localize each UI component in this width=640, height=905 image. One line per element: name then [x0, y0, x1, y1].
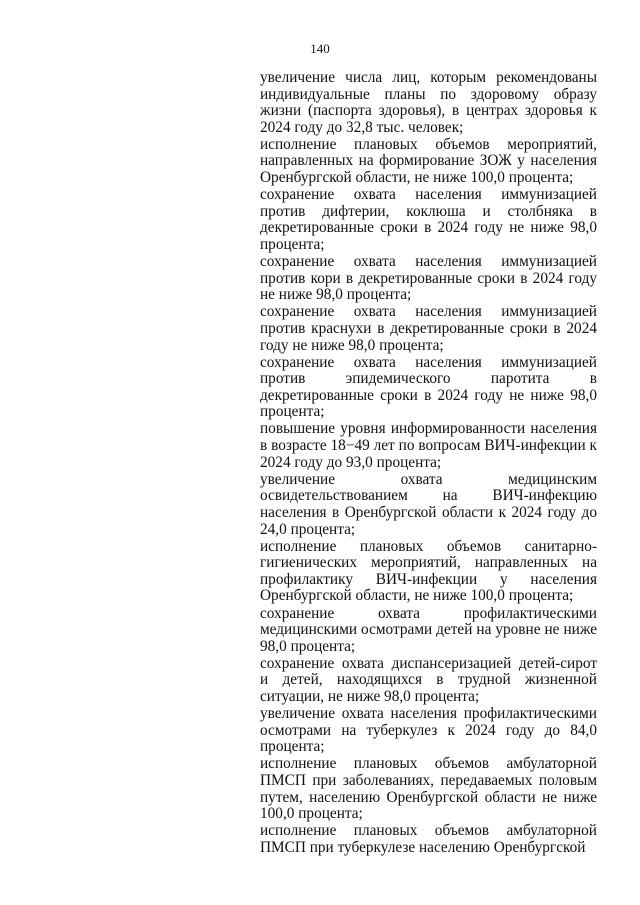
list-item: исполнение плановых объемов санитарно-гигиенических мероприятий, направленных на профилактику ВИЧ-инфекции у населения Оренбургской области, не ниже 100,0 процента;	[260, 537, 597, 605]
list-item: сохранение охвата населения иммунизацией против дифтерии, коклюша и столбняка в декретированные сроки в 2024 году не ниже 98,0 процента;	[260, 186, 597, 253]
document-body	[260, 70, 597, 857]
page-number: 140	[310, 41, 330, 56]
list-item: сохранение охвата населения иммунизацией против кори в декретированные сроки в 2024 году не ниже 98,0 процента;	[260, 253, 597, 304]
list-item: сохранение охвата профилактическими медицинскими осмотрами детей на уровне не ниже 98,0 процента;	[260, 604, 597, 655]
list-item: увеличение охвата населения профилактическими осмотрами на туберкулез к 2024 году до 84,0 процента;	[260, 705, 597, 756]
list-item: исполнение плановых объемов амбулаторной ПМСП при заболеваниях, передаваемых половым путем, населению Оренбургской области не ниже 100,0 процента;	[260, 755, 597, 823]
list-item: увеличение охвата медицинским освидетельствованием на ВИЧ-инфекцию населения в Оренбургской области к 2024 году до 24,0 процента;	[260, 470, 597, 538]
list-item: увеличение числа лиц, которым рекомендованы индивидуальные планы по здоровому образу жизни (паспорта здоровья), в центрах здоровья к 2024 году до 32,8 тыс. человек;	[260, 69, 597, 136]
list-item: исполнение плановых объемов мероприятий, направленных на формирование ЗОЖ у населения Оренбургской области, не ниже 100,0 процента;	[260, 135, 597, 187]
list-item: сохранение охвата населения иммунизацией против краснухи в декретированные сроки в 2024 году не ниже 98,0 процента;	[260, 303, 597, 354]
list-item: сохранение охвата диспансеризацией детей-сирот и детей, находящихся в трудной жизненной ситуации, не ниже 98,0 процента;	[260, 654, 597, 705]
list-item: сохранение охвата населения иммунизацией против эпидемического паротита в декретированные сроки в 2024 году не ниже 98,0 процента;	[260, 353, 597, 421]
list-item: исполнение плановых объемов амбулаторной ПМСП при туберкулезе населению Оренбургской	[260, 822, 597, 856]
list-item: повышение уровня информированности населения в возрасте 18−49 лет по вопросам ВИЧ-инфекции к 2024 году до 93,0 процента;	[260, 420, 597, 471]
